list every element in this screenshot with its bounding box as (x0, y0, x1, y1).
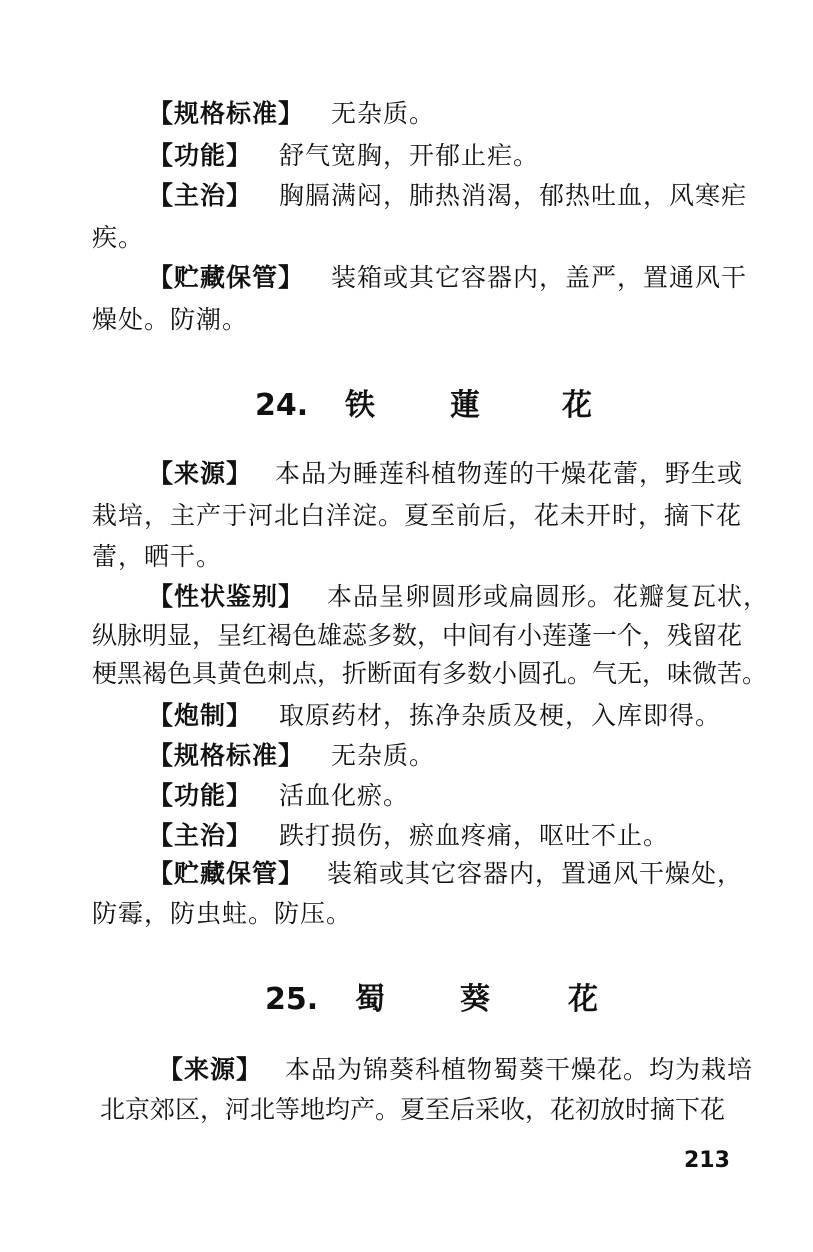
s24-source-row (148, 458, 743, 490)
s24-indication-tag: 【主治】 (148, 821, 253, 850)
indication-tag: 【主治】 (148, 181, 253, 210)
s24-process-text: 取原药材，拣净杂质及梗，入库即得。 (278, 701, 721, 730)
s25-source-row (158, 1054, 753, 1086)
s24-source-cont-1: 栽培，主产于河北白洋淀。夏至前后，花未开时，摘下花 (92, 501, 743, 530)
s24-storage-cont: 防霉，防虫蛀。防压。 (92, 899, 353, 928)
s24-ident-cont-2: 梗黑褐色具黄色刺点，折断面有多数小圆孔。气无，味微苦。 (92, 659, 768, 688)
s25-source-text: 本品为锦葵科植物蜀葵干燥花。均为栽培 (284, 1055, 753, 1084)
s24-spec-text: 无杂质。 (330, 741, 435, 770)
page-number: 213 (684, 1148, 730, 1173)
storage-text-cont: 燥处。防潮。 (92, 305, 249, 334)
section-25-number: 25. (265, 982, 319, 1017)
s24-storage-text: 装箱或其它容器内，置通风干燥处， (326, 859, 743, 888)
s24-source-text: 本品为睡莲科植物莲的干燥花蕾，野生或 (274, 459, 743, 488)
s24-storage-tag: 【贮藏保管】 (148, 859, 305, 888)
s24-ident-tag: 【性状鉴别】 (148, 582, 305, 611)
s24-process-tag: 【炮制】 (148, 701, 253, 730)
section-24-title-char-2: 蓮 (450, 388, 480, 423)
storage-row (148, 262, 747, 294)
section-24-title-char-3: 花 (562, 388, 592, 423)
section-24-title-char-1: 铁 (345, 388, 375, 423)
s24-ident-cont-1: 纵脉明显，呈红褐色雄蕊多数，中间有小莲蓬一个，残留花 (92, 621, 743, 650)
function-row (148, 140, 539, 172)
storage-text: 装箱或其它容器内，盖严，置通风干 (330, 263, 747, 292)
s25-source-tag: 【来源】 (158, 1055, 263, 1084)
s24-function-text: 活血化瘀。 (278, 781, 409, 810)
section-24-number: 24. (255, 388, 309, 423)
s24-ident-row (148, 581, 769, 613)
spec-tag: 【规格标准】 (148, 99, 305, 128)
s24-source-cont-2: 蕾，晒干。 (92, 542, 223, 571)
s24-source-tag: 【来源】 (148, 459, 253, 488)
indication-text-cont: 疾。 (92, 223, 145, 252)
s24-process-row (148, 700, 721, 732)
indication-row (148, 180, 747, 212)
spec-row (148, 98, 435, 130)
indication-text: 胸膈满闷，肺热消渴，郁热吐血，风寒疟 (278, 181, 747, 210)
s24-ident-text: 本品呈卵圆形或扁圆形。花瓣复瓦状， (326, 582, 769, 611)
s24-function-tag: 【功能】 (148, 781, 253, 810)
s24-function-row (148, 780, 409, 812)
s24-indication-row (148, 820, 669, 852)
s24-spec-tag: 【规格标准】 (148, 741, 305, 770)
section-25-title-char-2: 葵 (460, 982, 490, 1017)
spec-text: 无杂质。 (330, 99, 435, 128)
storage-tag: 【贮藏保管】 (148, 263, 305, 292)
section-25-title-char-3: 花 (568, 982, 598, 1017)
s25-source-cont: 北京郊区，河北等地均产。夏至后采收，花初放时摘下花 (100, 1095, 726, 1124)
s24-storage-row (148, 858, 743, 890)
function-tag: 【功能】 (148, 141, 253, 170)
function-text: 舒气宽胸，开郁止疟。 (278, 141, 539, 170)
s24-spec-row (148, 740, 435, 772)
s24-indication-text: 跌打损伤，瘀血疼痛，呕吐不止。 (278, 821, 669, 850)
section-25-title-char-1: 蜀 (355, 982, 385, 1017)
